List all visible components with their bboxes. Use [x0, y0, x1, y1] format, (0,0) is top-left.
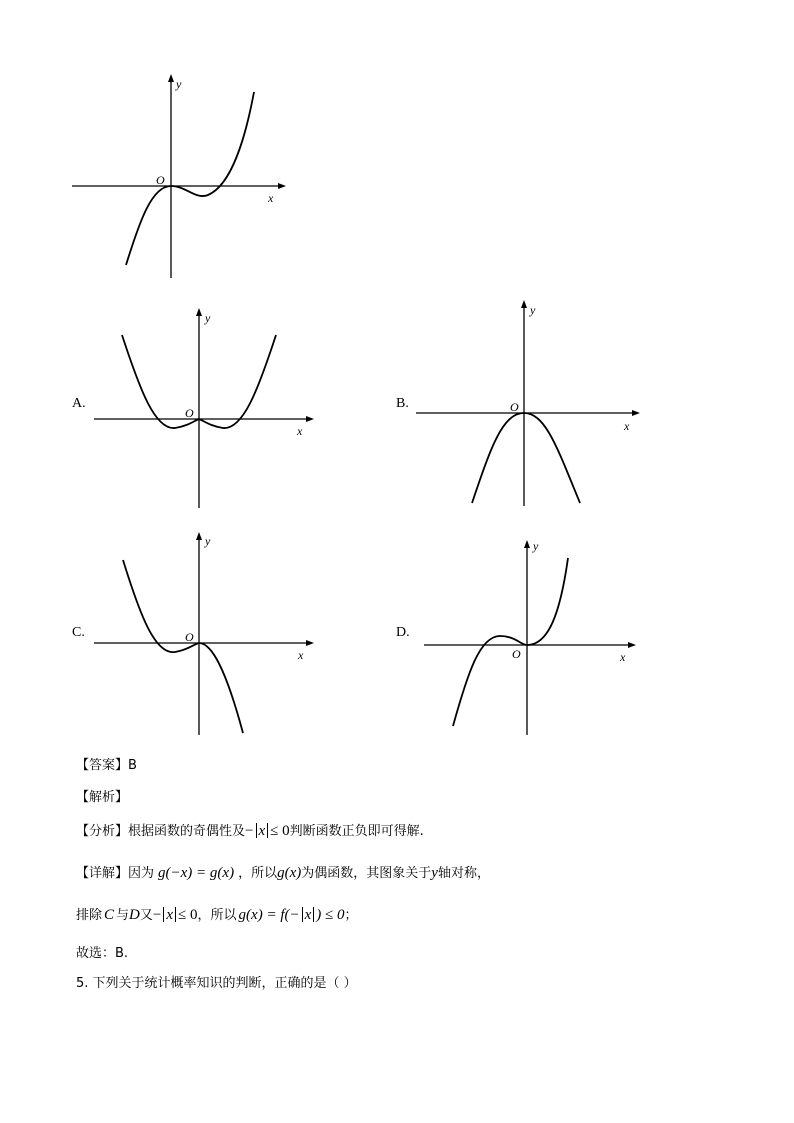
option-d-curve	[453, 558, 568, 726]
x-label: x	[298, 648, 304, 662]
math-expr-right: ) ≤ 0	[316, 907, 345, 923]
math-leq0: ≤ 0	[178, 907, 198, 923]
abs-bar-left	[302, 907, 303, 922]
option-a-label: A.	[72, 396, 86, 411]
abs-bar-left	[163, 907, 164, 922]
next-question: 5. 下列关于统计概率知识的判断，正确的是（ ）	[76, 976, 357, 991]
paichu-text3: 又	[139, 908, 153, 923]
answer-value: B	[128, 758, 137, 773]
origin-label: O	[185, 630, 194, 644]
y-label: y	[205, 311, 211, 325]
y-label: y	[205, 534, 211, 548]
math-expr1: g(−x) = g(x)	[158, 865, 235, 881]
fenxi-text2: 判断函数正负即可得解.	[289, 824, 424, 839]
fenxi-line	[76, 820, 424, 840]
fenxi-tag: 【分析】	[76, 824, 129, 839]
option-b-label: B.	[396, 396, 409, 411]
math-y: y	[431, 865, 438, 881]
minus-sign: −	[245, 823, 254, 839]
abs-bar-right	[313, 907, 314, 922]
analysis-tag: 【解析】	[76, 790, 129, 805]
math-expr-left: g(x) = f(−	[238, 907, 300, 923]
math-x: x	[258, 823, 266, 839]
paichu-text2: 与	[116, 908, 130, 923]
origin-label: O	[512, 647, 521, 661]
math-leq0: ≤ 0	[270, 823, 290, 839]
xiangjie-text1: 因为	[128, 866, 155, 881]
x-label: x	[268, 191, 274, 205]
y-label: y	[533, 539, 539, 553]
math-x: x	[304, 907, 312, 923]
y-label: y	[530, 303, 536, 317]
option-c-label: C.	[72, 625, 85, 640]
x-label: x	[620, 650, 626, 664]
xiangjie-tag: 【详解】	[76, 866, 129, 881]
x-label: x	[624, 419, 630, 433]
x-axis-arrow	[628, 642, 636, 648]
answer-line	[76, 754, 137, 773]
origin-label: O	[156, 173, 165, 187]
option-d-label: D.	[396, 625, 410, 640]
y-axis-arrow	[524, 540, 530, 548]
fenxi-text1: 根据函数的奇偶性及	[128, 824, 246, 839]
answer-tag: 【答案】	[76, 758, 129, 773]
math-d: D	[129, 907, 140, 923]
origin-label: O	[185, 406, 194, 420]
paichu-line	[76, 904, 358, 924]
xiangjie-text3: 为偶函数，其图象关于	[301, 866, 432, 881]
math-c: C	[104, 907, 115, 923]
y-label: y	[176, 77, 182, 91]
guxuan-line: 故选：B.	[76, 946, 129, 961]
xiangjie-text2: ，所以	[238, 866, 278, 881]
analysis-line	[76, 786, 128, 805]
abs-bar-right	[267, 823, 268, 838]
origin-label: O	[510, 400, 519, 414]
xiangjie-text4: 轴对称，	[437, 866, 490, 881]
paichu-text4: ，所以	[197, 908, 237, 923]
paichu-text1: 排除	[76, 908, 103, 923]
minus-sign: −	[152, 907, 162, 923]
abs-bar-left	[256, 823, 257, 838]
math-x: x	[166, 907, 174, 923]
x-label: x	[297, 424, 303, 438]
paichu-text5: ；	[344, 908, 358, 923]
xiangjie-line	[76, 862, 490, 882]
abs-bar-right	[175, 907, 176, 922]
math-expr2: g(x)	[277, 865, 302, 881]
